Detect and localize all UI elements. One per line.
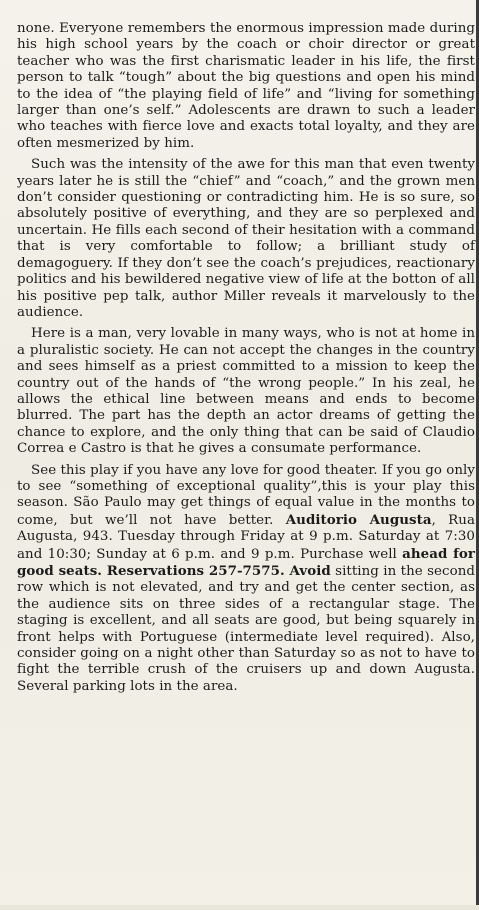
page-bottom-margin [0, 905, 479, 910]
paragraph-4 [17, 463, 475, 696]
paragraph-2-text: Such was the intensity of the awe for this man that even twenty years later he is still the “chief” and “coach,” and the grown men don’t consider questioning or contradicting him. He is so sure, so absolutely positive of everything, and they are so perplexed and uncertain. He fills each second of their hesitation with a command that is very comfortable to follow; a brilliant study of demagoguery. If they don’t see the coach’s prejudices, reactionary politics and his bewildered negative view of life at the botton of all his positive pep talk, author Miller reveals it marvelously to the audience. [17, 157, 475, 320]
reservations-note: ahead for good seats. Reservations 257-7575. Avoid [17, 545, 475, 579]
paragraph-4-text-c: sitting in the second row which is not elevated, and try and get the center section, as the audience sits on three sides of a rectangular stage. The staging is excellent, and all seats are good, but being squarely in front helps with Portuguese (intermediate level required). Also, consider going on a night other than Saturday so as not to have to fight the terrible crush of the cruisers up and down Augusta. Several parking lots in the area. [17, 564, 475, 694]
paragraph-4-text-a: See this play if you have any love for good theater. If you go only to see “something of exceptional quality”,this is your play this season. São Paulo may get things of equal value in the months to come, but we’ll not have better. [17, 462, 475, 528]
venue-name: Auditorio Augusta [285, 511, 432, 528]
paragraph-3-text: Here is a man, very lovable in many ways, who is not at home in a pluralistic society. He can not accept the changes in the country and sees himself as a priest committed to a mission to keep the country out of the hands of “the wrong people.” In his zeal, he allows the ethical line between means and ends to become blurred. The part has the depth an actor dreams of getting the chance to explore, and the only thing that can be said of Claudio Correa e Castro is that he gives a consumate performance. [17, 326, 475, 457]
paragraph-1 [17, 21, 475, 152]
paragraph-1-text: none. Everyone remembers the enormous impression made during his high school years by the coach or choir director or great teacher who was the first charismatic leader in his life, the first person to talk “tough” about the big questions and open his mind to the idea of “the playing field of life” and “living for something larger than one’s self.” Adolescents are drawn to such a leader who teaches with fierce love and exacts total loyalty, and they are often mesmerized by him. [17, 21, 475, 151]
paragraph-3 [17, 326, 475, 457]
paragraph-4-text-b: , Rua Augusta, 943. Tuesday through Friday at 9 p.m. Saturday at 7:30 and 10:30; Sunday at 6 p.m. and 9 p.m. Purchase well [17, 512, 476, 562]
paragraph-2 [17, 157, 475, 321]
article-column [17, 21, 475, 700]
